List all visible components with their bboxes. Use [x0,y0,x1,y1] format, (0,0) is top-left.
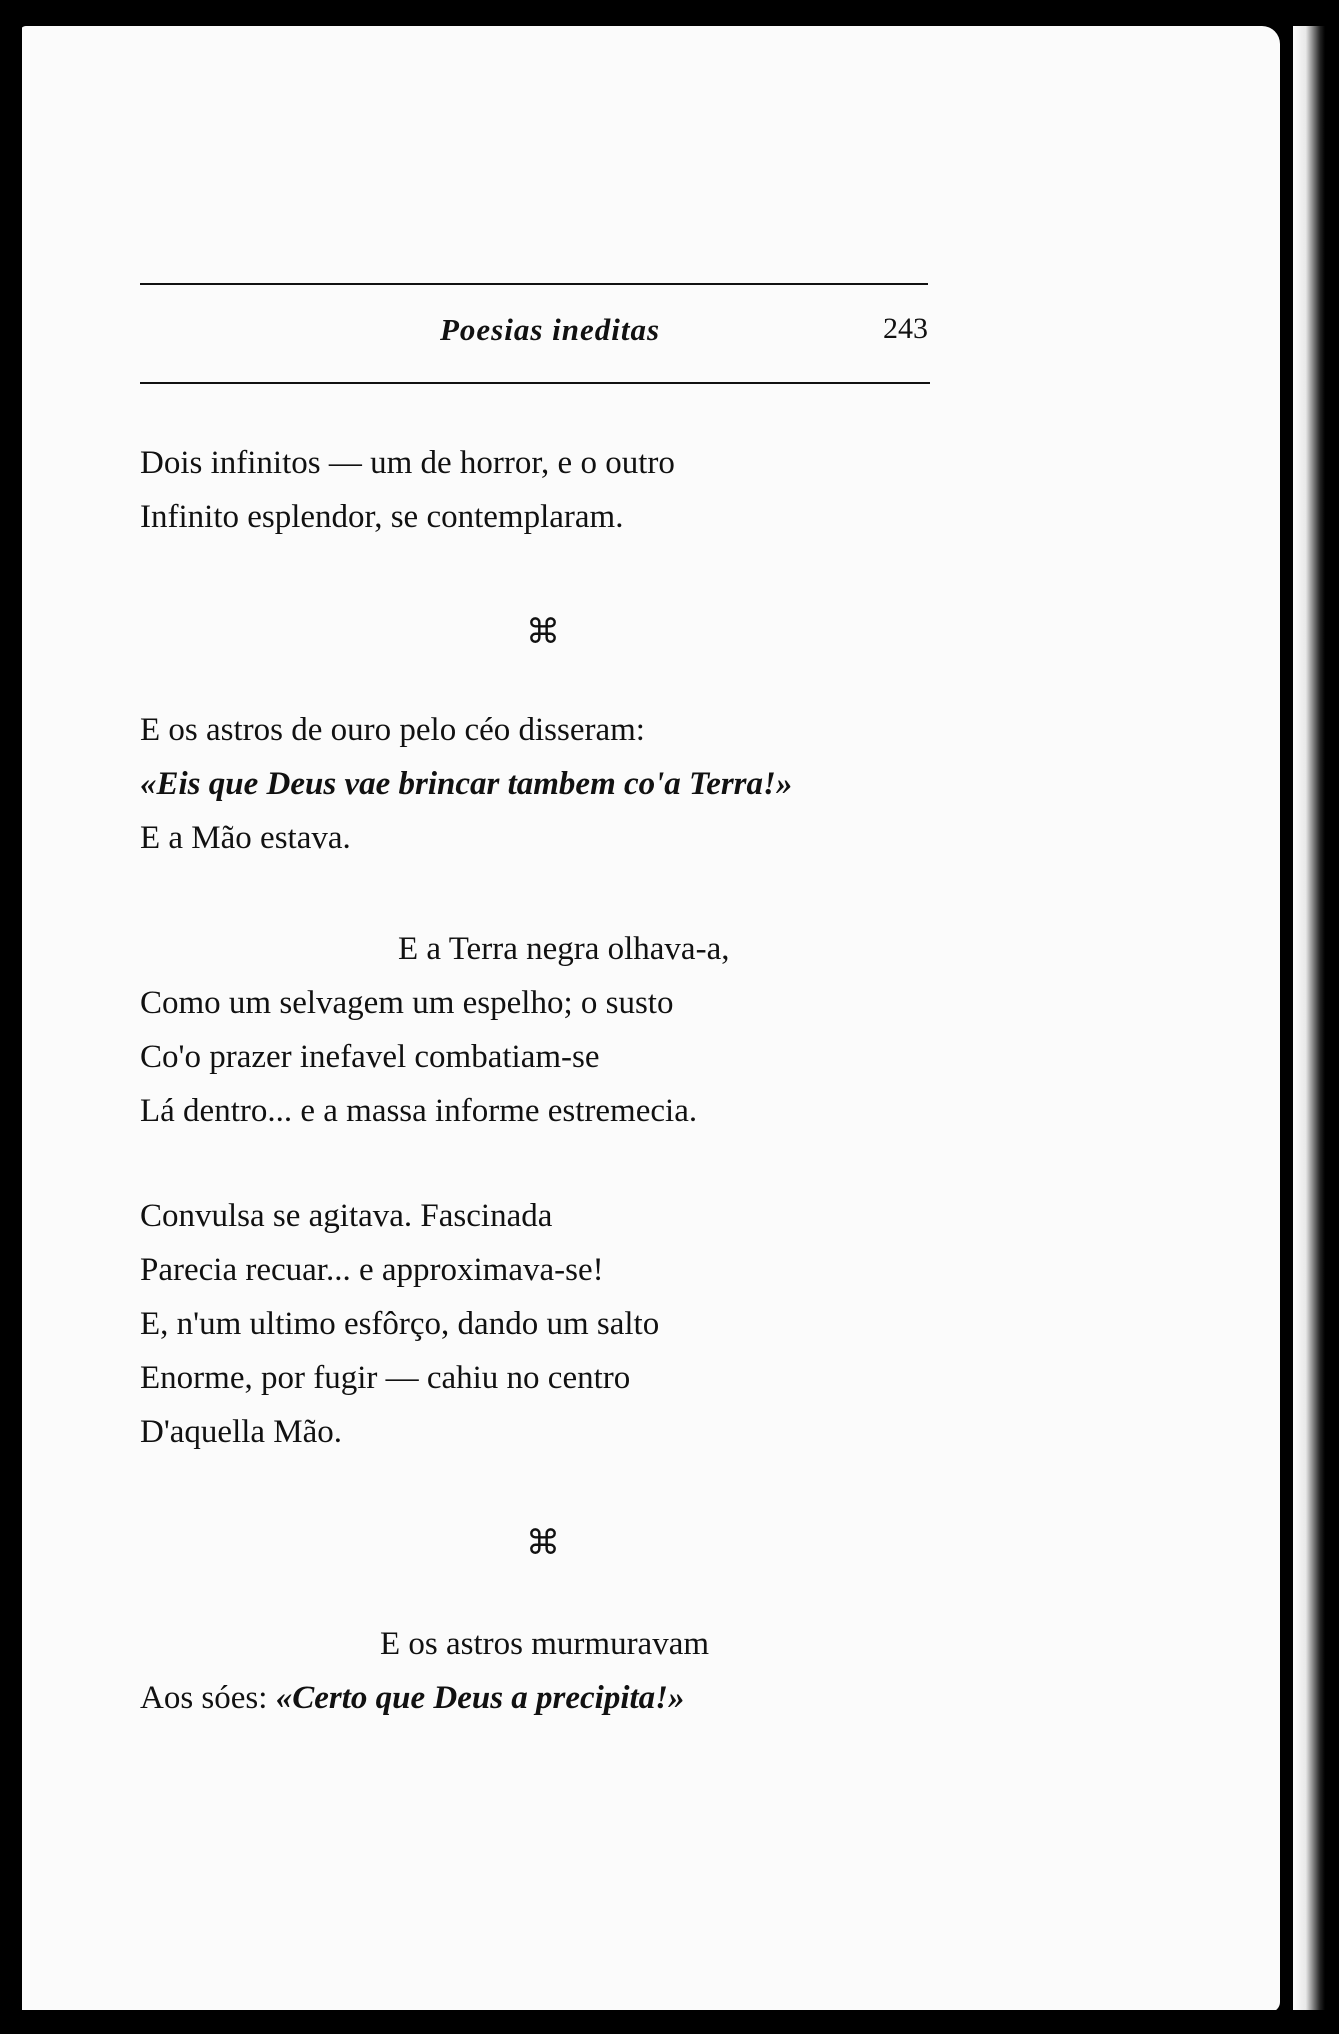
running-title: Poesias ineditas [439,312,661,347]
page-edge-right [1293,20,1325,2010]
verse-line-quote: «Eis que Deus vae brincar tambem co'a Terra!» [140,766,793,802]
section-ornament: ⌘ [526,1523,560,1563]
verse-line: E, n'um ultimo esfôrço, dando um salto [140,1306,660,1342]
verse-line: Dois infinitos — um de horror, e o outro [140,445,675,481]
header-rule-bottom [140,382,930,384]
verse-line: Como um selvagem um espelho; o susto [140,985,674,1021]
verse-quote: «Certo que Deus a precipita!» [275,1680,685,1716]
verse-line: Enorme, por fugir — cahiu no centro [140,1360,631,1396]
verse-line: Infinito esplendor, se contemplaram. [140,499,624,535]
stanza-4 [140,1189,940,1459]
verse-line: Parecia recuar... e approximava-se! [140,1252,604,1288]
stanza-5 [140,1617,940,1725]
section-ornament: ⌘ [526,612,560,652]
page-number: 243 [883,312,928,345]
header-rule-top [140,283,928,285]
verse-line: E a Terra negra olhava-a, [398,931,730,967]
scan-border-left [0,0,22,2034]
stanza-2 [140,703,940,865]
verse-prefix: Aos sóes: [140,1680,276,1716]
verse-line [140,1671,940,1725]
verse-line: Convulsa se agitava. Fascinada [140,1198,553,1234]
verse-line: Lá dentro... e a massa informe estremecia. [140,1093,698,1129]
verse-line: D'aquella Mão. [140,1414,343,1450]
scan-border-bottom [0,2010,1339,2034]
stanza-1 [140,436,940,544]
stanza-3 [140,922,940,1138]
verse-line: E a Mão estava. [140,820,351,856]
verse-line: E os astros murmuravam [380,1626,710,1662]
scan-border-top [0,0,1339,26]
verse-line: Co'o prazer inefavel combatiam-se [140,1039,600,1075]
verse-line: E os astros de ouro pelo céo disseram: [140,712,645,748]
running-header [140,312,930,362]
